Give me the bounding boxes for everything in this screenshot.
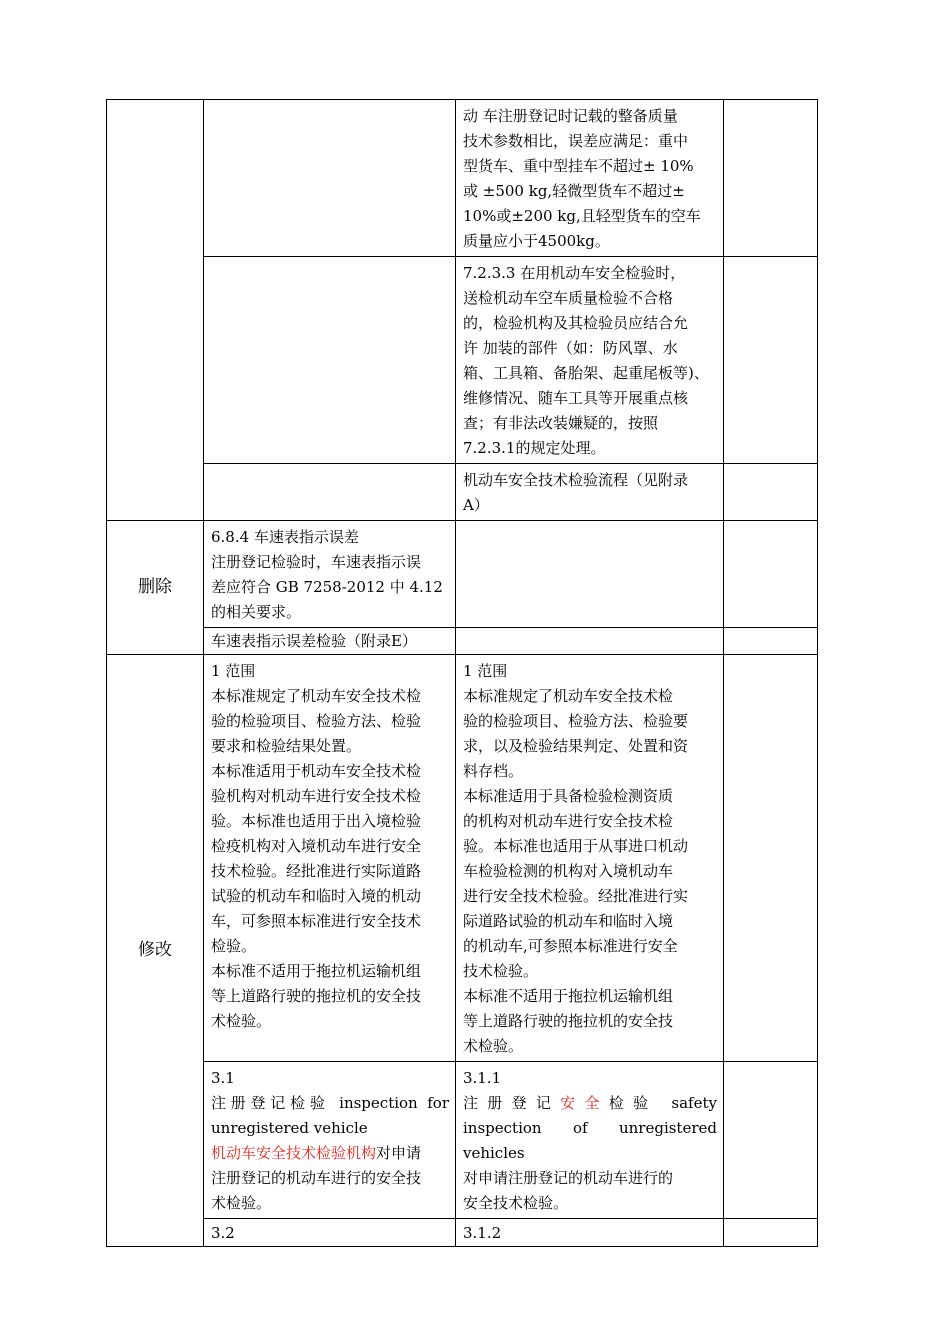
table-row xyxy=(107,464,818,521)
new-text-cell xyxy=(456,521,724,628)
note-cell xyxy=(724,628,818,655)
new-text-cell: 3.1.1 注册登记安全检验 safety inspection of unregistered vehicles 对申请注册登记的机动车进行的 安全技术检验。 xyxy=(456,1062,724,1219)
table-row xyxy=(107,1219,818,1247)
new-text-cell: 3.1.2 xyxy=(456,1219,724,1247)
note-cell xyxy=(724,100,818,257)
old-text-cell: 6.8.4 车速表指示误差 注册登记检验时，车速表指示误 差应符合 GB 7258-2012 中 4.12 的相关要求。 xyxy=(204,521,456,628)
highlighted-text: 机动车安全技术检验机构 xyxy=(211,1144,377,1162)
comparison-table xyxy=(106,99,818,1247)
category-cell: 删除 xyxy=(107,521,204,655)
old-text-cell: 1 范围 本标准规定了机动车安全技术检 验的检验项目、检验方法、检验 要求和检验结果处置。 本标准适用于机动车安全技术检 验机构对机动车进行安全技术检 验。本标准也适用于出入境检验 检疫机构对入境机动车进行安全 技术检验。经批准进行实际道路 试验的机动车和临时入境的机动 车，可参照本标准进行安全技术 检验。 本标准不适用于拖拉机运输机组 等上道路行驶的拖拉机的安全技 术检验。 xyxy=(204,655,456,1062)
old-text-cell: 车速表指示误差检验（附录E） xyxy=(204,628,456,655)
new-text-cell: 1 范围 本标准规定了机动车安全技术检 验的检验项目、检验方法、检验要 求，以及检验结果判定、处置和资 料存档。 本标准适用于具备检验检测资质 的机构对机动车进行安全技术检 验。本标准也适用于从事进口机动 车检验检测的机构对入境机动车 进行安全技术检验。经批准进行实 际道路试验的机动车和临时入境 的机动车,可参照本标准进行安全 技术检验。 本标准不适用于拖拉机运输机组 等上道路行驶的拖拉机的安全技 术检验。 xyxy=(456,655,724,1062)
category-cell-empty xyxy=(107,100,204,521)
table-row xyxy=(107,628,818,655)
new-text-cell: 动 车注册登记时记载的整备质量 技术参数相比，误差应满足：重中 型货车、重中型挂车不超过± 10% 或 ±500 kg,轻微型货车不超过± 10%或±200 kg,且轻型货车的空车 质量应小于4500kg。 xyxy=(456,100,724,257)
old-text-cell: 3.2 xyxy=(204,1219,456,1247)
note-cell xyxy=(724,521,818,628)
old-text-cell xyxy=(204,257,456,464)
note-cell xyxy=(724,257,818,464)
note-cell xyxy=(724,1219,818,1247)
old-text-cell xyxy=(204,464,456,521)
new-text-cell: 7.2.3.3 在用机动车安全检验时， 送检机动车空车质量检验不合格 的，检验机构及其检验员应结合允 许 加装的部件（如：防风罩、水 箱、工具箱、备胎架、起重尾板等)、 维修情况、随车工具等开展重点核 查；有非法改装嫌疑的，按照 7.2.3.1的规定处理。 xyxy=(456,257,724,464)
note-cell xyxy=(724,1062,818,1219)
table-row xyxy=(107,257,818,464)
category-cell: 修改 xyxy=(107,655,204,1247)
table-row xyxy=(107,521,818,628)
note-cell xyxy=(724,655,818,1062)
new-text-cell: 机动车安全技术检验流程（见附录 A） xyxy=(456,464,724,521)
highlighted-text: 安全 xyxy=(560,1094,609,1112)
table-row xyxy=(107,100,818,257)
table-row xyxy=(107,1062,818,1219)
table-row xyxy=(107,655,818,1062)
note-cell xyxy=(724,464,818,521)
old-text-cell: 3.1 注册登记检验 inspection for unregistered vehicle 机动车安全技术检验机构对申请 注册登记的机动车进行的安全技 术检验。 xyxy=(204,1062,456,1219)
old-text-cell xyxy=(204,100,456,257)
new-text-cell xyxy=(456,628,724,655)
